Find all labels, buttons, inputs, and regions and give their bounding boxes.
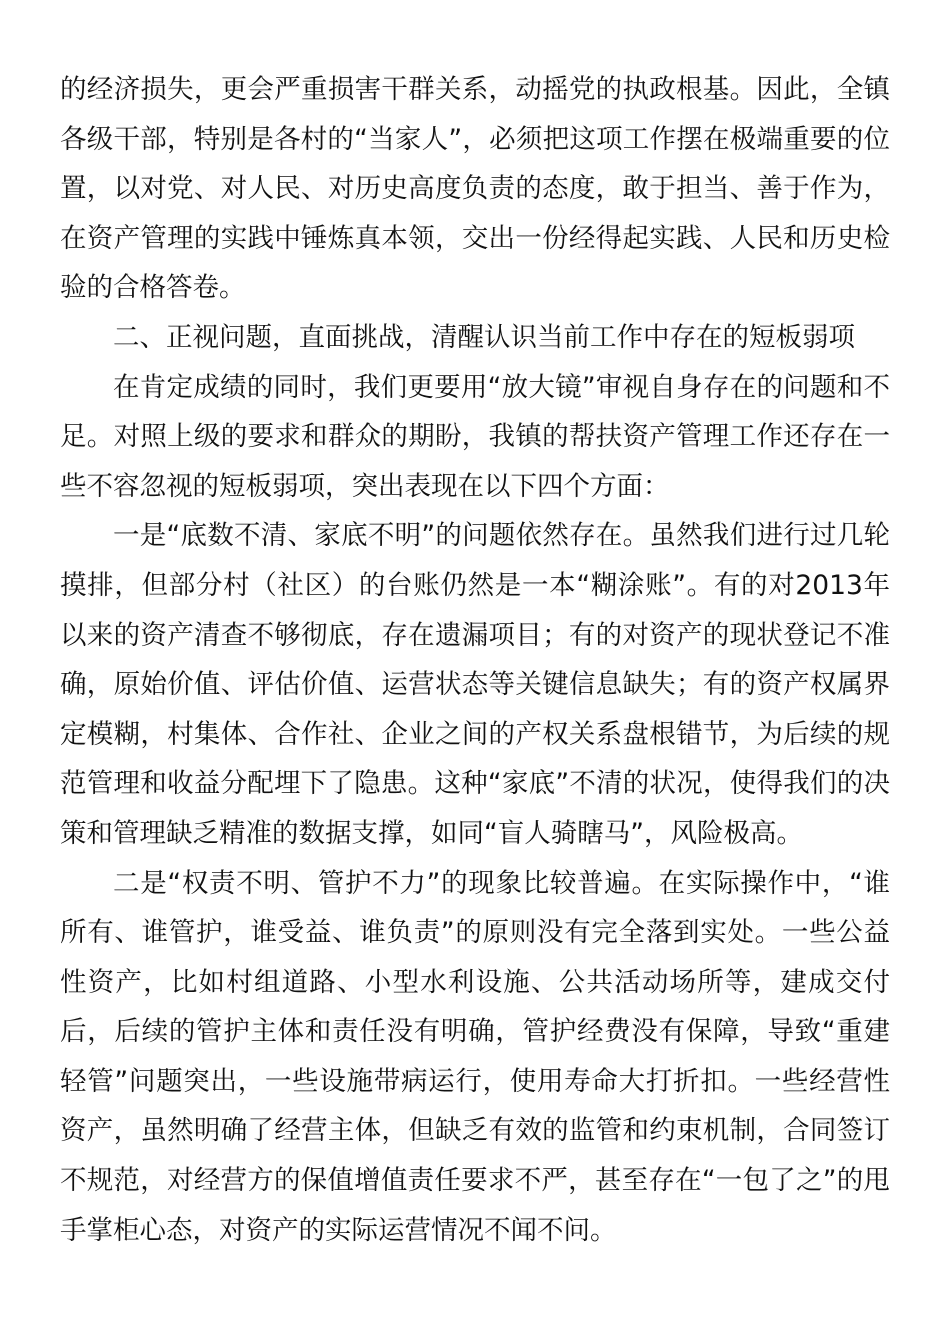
paragraph-continuation: 的经济损失，更会严重损害干群关系，动摇党的执政根基。因此，全镇各级干部，特别是各村的“当家人”，必须把这项工作摆在极端重要的位置，以对党、对人民、对历史高度负责的态度，敢于担当、善于作为，在资产管理的实践中锤炼真本领，交出一份经得起实践、人民和历史检验的合格答卷。 bbox=[60, 74, 890, 304]
paragraph-problem-two: 二是“权责不明、管护不力”的现象比较普遍。在实际操作中，“谁所有、谁管护，谁受益、谁负责”的原则没有完全落到实处。一些公益性资产，比如村组道路、小型水利设施、公共活动场所等，建成交付后，后续的管护主体和责任没有明确，管护经费没有保障，导致“重建轻管”问题突出，一些设施带病运行，使用寿命大打折扣。一些经营性资产，虽然明确了经营主体，但缺乏有效的监管和约束机制，合同签订不规范，对经营方的保值增值责任要求不严，甚至存在“一包了之”的甩手掌柜心态，对资产的实际运营情况不闻不问。 bbox=[60, 867, 890, 1246]
paragraph-problem-one: 一是“底数不清、家底不明”的问题依然存在。虽然我们进行过几轮摸排，但部分村（社区）的台账仍然是一本“糊涂账”。有的对2013年以来的资产清查不够彻底，存在遗漏项目；有的对资产的现状登记不准确，原始价值、评估价值、运营状态等关键信息缺失；有的资产权属界定模糊，村集体、合作社、企业之间的产权关系盘根错节，为后续的规范管理和收益分配埋下了隐患。这种“家底”不清的状况，使得我们的决策和管理缺乏精准的数据支撑，如同“盲人骑瞎马”，风险极高。 bbox=[60, 520, 890, 849]
document-page bbox=[60, 65, 890, 1255]
paragraph-intro: 在肯定成绩的同时，我们更要用“放大镜”审视自身存在的问题和不足。对照上级的要求和群众的期盼，我镇的帮扶资产管理工作还存在一些不容忽视的短板弱项，突出表现在以下四个方面： bbox=[60, 371, 890, 502]
section-heading: 二、正视问题，直面挑战，清醒认识当前工作中存在的短板弱项 bbox=[113, 321, 855, 353]
